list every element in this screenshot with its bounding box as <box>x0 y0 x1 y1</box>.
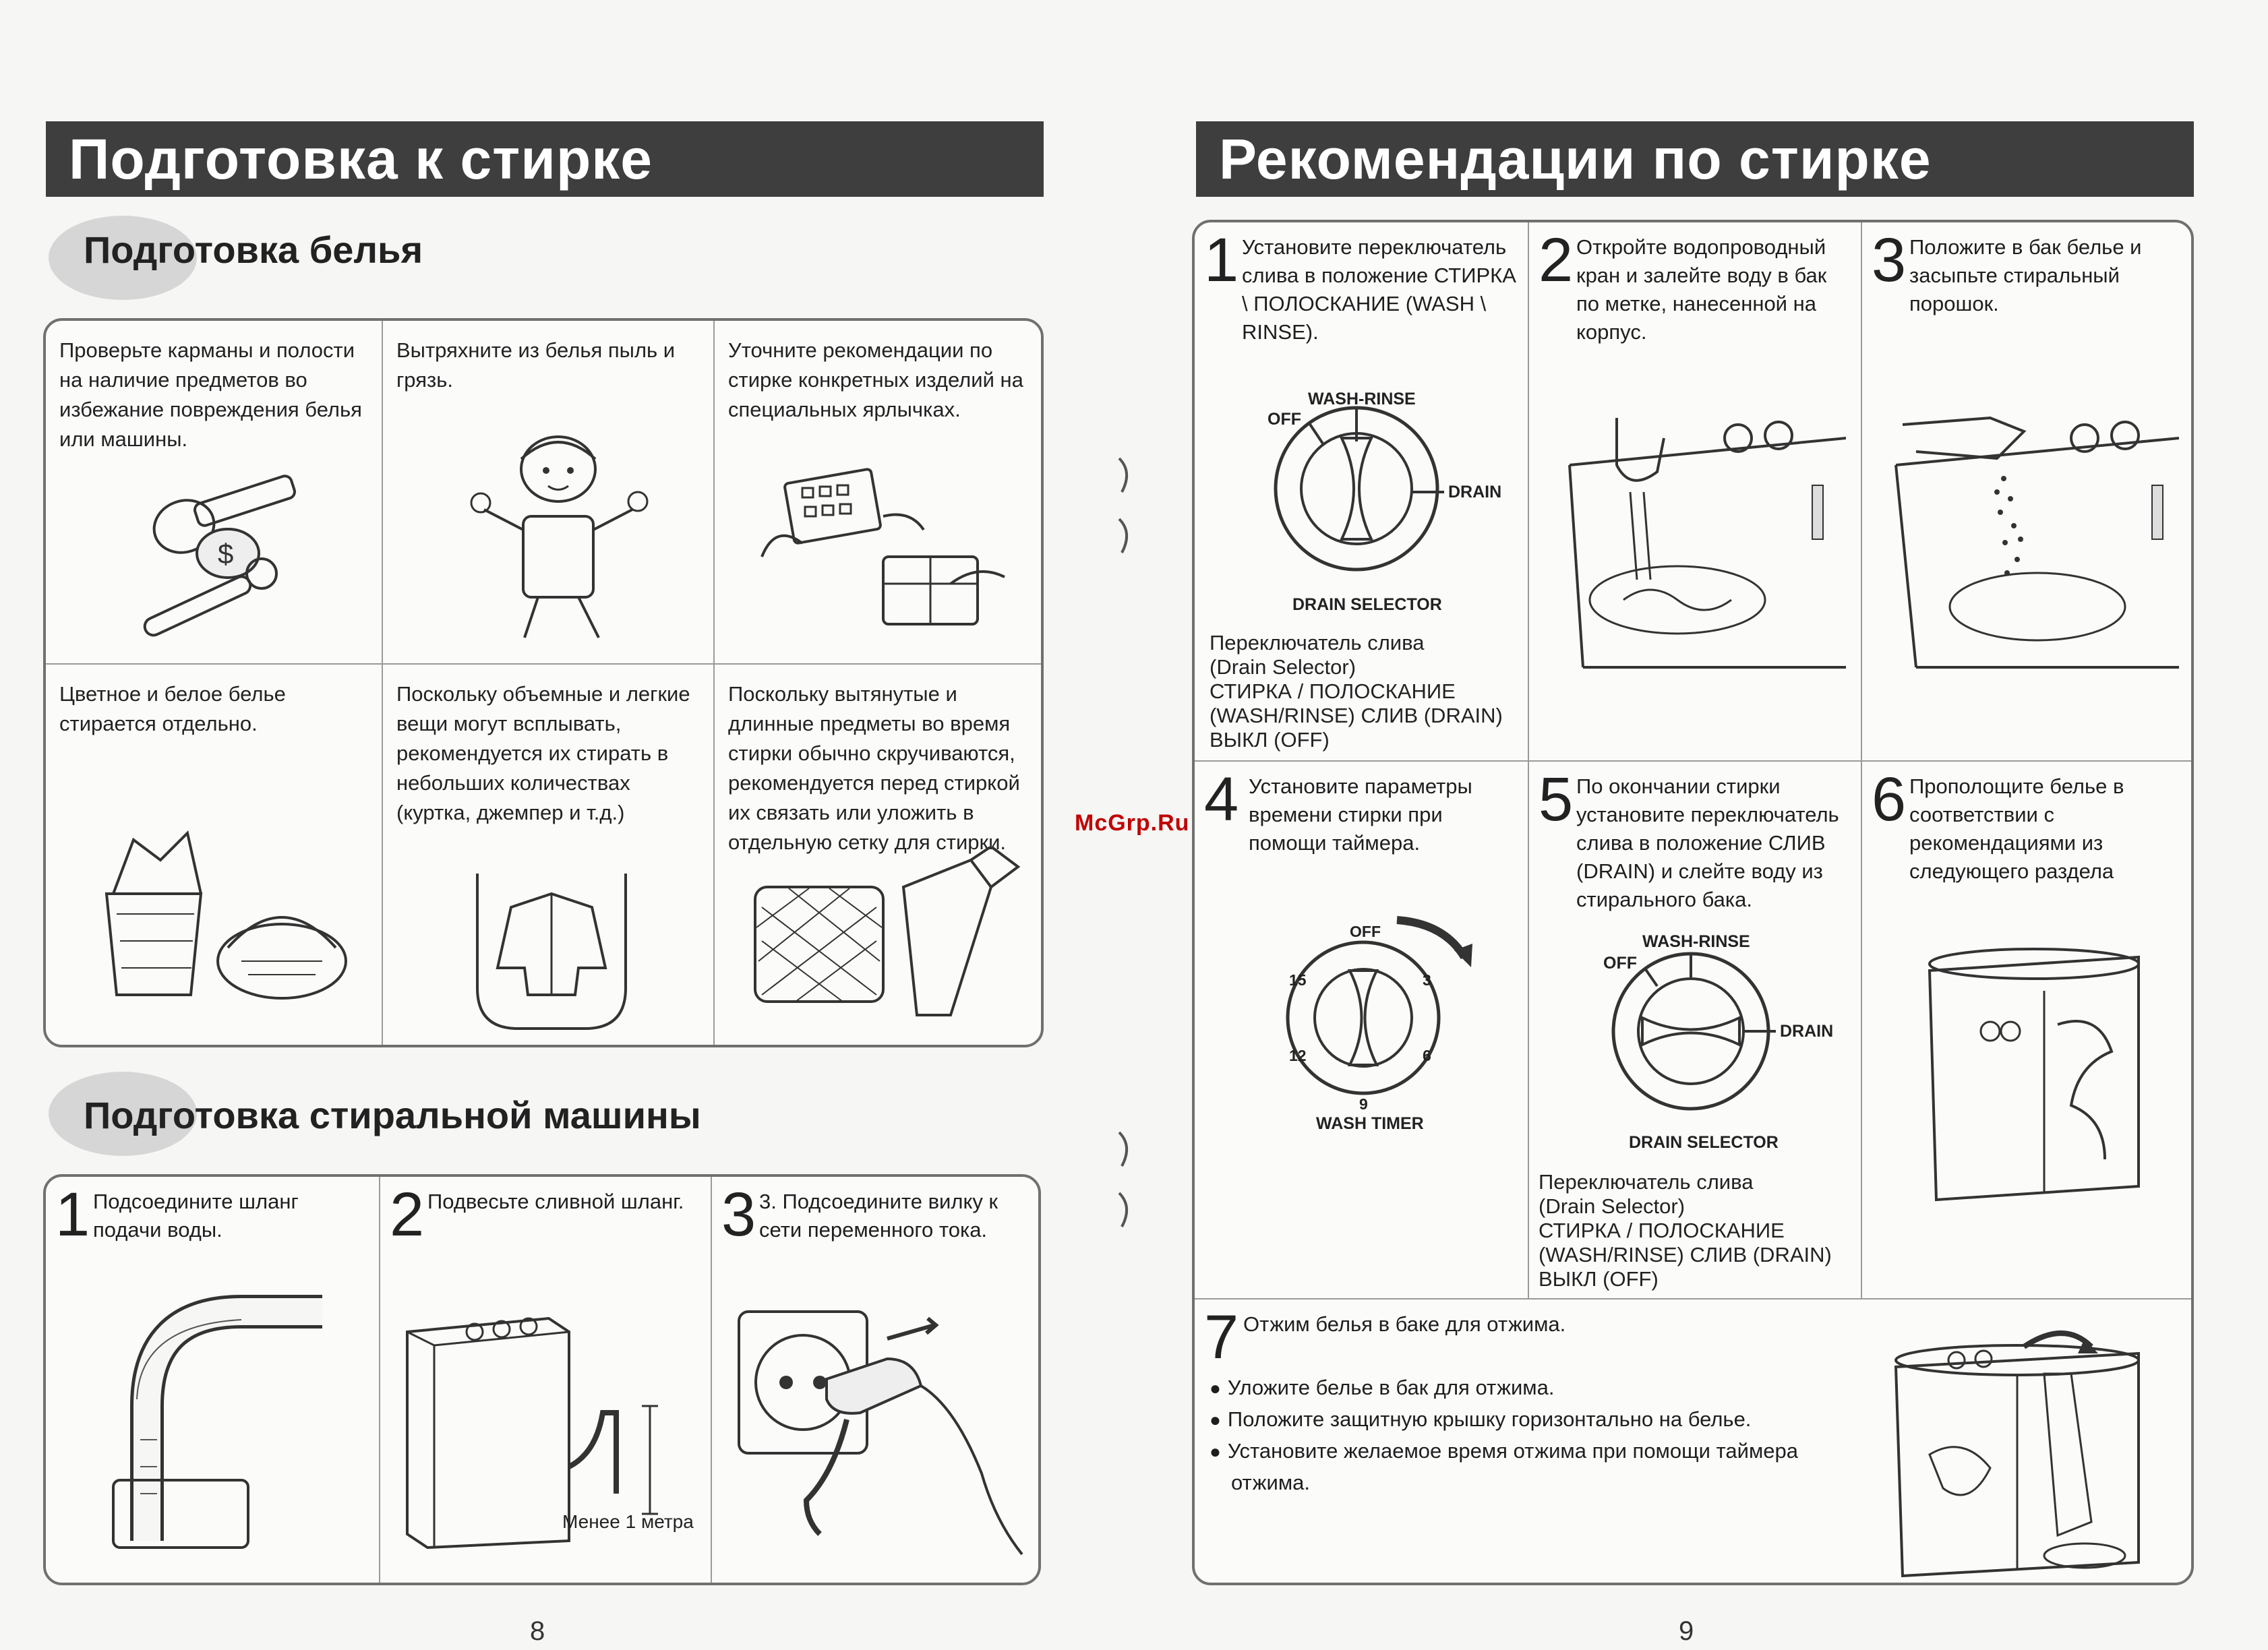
drain-selector-caption <box>1539 1170 1832 1291</box>
step-text: Установите параметры времени стирки при помощи таймера. <box>1249 774 1472 855</box>
step-text: По окончании стирки установите переключатель слива в положение СЛИВ (DRAIN) и слейте воду из стирального бака. <box>1576 774 1839 911</box>
laundry-cell-text: Цветное и белое белье стирается отдельно. <box>59 682 286 735</box>
laundry-cell-text: Поскольку объемные и легкие вещи могут всплывать, рекомендуется их стирать в небольших количествах (куртка, джемпер и т.д.) <box>396 682 690 824</box>
caption-line: (Drain Selector) <box>1210 655 1356 679</box>
step-text: Отжим белья в баке для отжима. <box>1243 1312 1566 1336</box>
dial-label-off: OFF <box>1603 954 1637 973</box>
caption-line: ВЫКЛ (OFF) <box>1210 728 1330 752</box>
step-text: Откройте водопроводный кран и залейте воду в бак по метке, нанесенной на корпус. <box>1576 235 1827 344</box>
dial-name: DRAIN SELECTOR <box>1292 595 1442 614</box>
water-hose-illustration <box>107 1285 329 1554</box>
bullet-text: Уложите белье в бак для отжима. <box>1227 1376 1555 1399</box>
rinse-machine-illustration <box>1923 930 2145 1213</box>
adding-detergent-illustration <box>1889 398 2179 681</box>
washing-steps-panel <box>1192 220 2194 1585</box>
bullet-text: Положите защитную крышку горизонтально на белье. <box>1227 1407 1752 1431</box>
laundry-baskets-illustration <box>80 813 363 1015</box>
step-number: 3 <box>721 1180 756 1249</box>
dial-label-off: OFF <box>1267 410 1301 429</box>
machine-prep-panel <box>43 1174 1041 1585</box>
laundry-prep-panel <box>43 318 1044 1047</box>
dial-label-wash-rinse: WASH-RINSE <box>1642 934 1750 951</box>
right-page <box>1146 0 2268 1650</box>
machine-step-3 <box>712 1177 1041 1585</box>
timer-mark: 9 <box>1359 1095 1368 1113</box>
binding-marks <box>1106 445 1146 1254</box>
dial-label-wash-rinse: WASH-RINSE <box>1308 391 1416 408</box>
wash-step-6 <box>1862 762 2194 1300</box>
timer-mark: 12 <box>1289 1047 1307 1064</box>
drain-selector-dial <box>1556 934 1839 1156</box>
bullet-item <box>1210 1404 1816 1436</box>
bullet-text: Установите желаемое время отжима при помощи таймера отжима. <box>1227 1439 1798 1494</box>
care-label-illustration <box>748 456 1018 644</box>
page-number: 9 <box>1679 1616 1694 1646</box>
step-number: 5 <box>1539 765 1574 834</box>
wash-step-2 <box>1529 222 1862 762</box>
machine-step-2 <box>380 1177 712 1585</box>
spin-bullets <box>1210 1372 1816 1498</box>
timer-mark: 6 <box>1423 1047 1431 1064</box>
shaking-clothes-illustration <box>457 422 659 644</box>
laundry-cell-dust <box>383 321 715 665</box>
machine-step-1 <box>46 1177 380 1585</box>
bullet-item <box>1210 1372 1816 1404</box>
spin-tub-illustration <box>1889 1320 2159 1583</box>
drain-selector-dial <box>1222 391 1505 620</box>
step-number: 7 <box>1204 1303 1239 1372</box>
step-text: Подсоедините шланг подачи воды. <box>93 1190 299 1242</box>
step-number: 6 <box>1872 765 1907 834</box>
key-coin-pin-illustration <box>127 462 349 638</box>
step-number: 1 <box>1204 226 1239 295</box>
timer-mark: 15 <box>1289 971 1307 989</box>
caption-line: СТИРКА / ПОЛОСКАНИЕ <box>1210 679 1456 703</box>
timer-mark: 3 <box>1423 971 1431 989</box>
caption-line: Переключатель слива <box>1210 631 1425 654</box>
step-text: Подвесьте сливной шланг. <box>427 1190 684 1213</box>
wash-step-5 <box>1529 762 1862 1300</box>
step-number: 1 <box>55 1180 90 1249</box>
step-text: Установите переключатель слива в положение СТИРКА \ ПОЛОСКАНИЕ (WASH \ RINSE). <box>1242 235 1516 344</box>
step-number: 2 <box>390 1180 425 1249</box>
step-text: Прополощите белье в соответствии с рекомендациями из следующего раздела <box>1909 774 2124 883</box>
drain-selector-caption <box>1210 631 1503 752</box>
laundry-cell-text: Вытряхните из белья пыль и грязь. <box>396 338 676 392</box>
caption-line: СТИРКА / ПОЛОСКАНИЕ <box>1539 1219 1785 1242</box>
bullet-item <box>1210 1436 1816 1498</box>
wash-timer-dial <box>1222 896 1505 1139</box>
floating-jacket-illustration <box>464 867 639 1035</box>
wash-step-4 <box>1195 762 1529 1300</box>
step-text: Положите в бак белье и засыпьте стиральный порошок. <box>1909 235 2142 315</box>
step-text: 3. Подсоедините вилку к сети переменного тока. <box>759 1190 998 1242</box>
laundry-net-illustration <box>748 847 1032 1022</box>
caption-line: Переключатель слива <box>1539 1170 1754 1194</box>
laundry-cell-colors <box>46 665 383 1047</box>
wash-step-3 <box>1862 222 2194 762</box>
laundry-cell-bulky <box>383 665 715 1047</box>
laundry-cell-labels <box>715 321 1044 665</box>
section-title-machine: Подготовка стиральной машины <box>84 1094 701 1136</box>
bullet-icon: ● <box>1210 1409 1221 1430</box>
timer-label-off: OFF <box>1350 923 1381 940</box>
dial-label-drain: DRAIN <box>1780 1022 1834 1041</box>
svg-text:$: $ <box>218 538 234 570</box>
watermark: McGrp.Ru <box>1075 810 1190 836</box>
dial-name: WASH TIMER <box>1316 1114 1424 1133</box>
step-number: 4 <box>1204 765 1239 834</box>
dial-name: DRAIN SELECTOR <box>1629 1133 1779 1152</box>
bullet-icon: ● <box>1210 1441 1221 1462</box>
caption-line: (WASH/RINSE) СЛИВ (DRAIN) <box>1539 1243 1832 1266</box>
left-page <box>0 0 1119 1650</box>
step-number: 3 <box>1872 226 1907 295</box>
laundry-cell-text: Проверьте карманы и полости на наличие предметов во избежание повреждения белья или машины. <box>59 338 362 451</box>
laundry-cell-text: Поскольку вытянутые и длинные предметы во время стирки обычно скручиваются, рекомендуется перед стиркой их связать или уложить в отдельную сетку для стирки. <box>728 682 1020 854</box>
bullet-icon: ● <box>1210 1378 1221 1399</box>
filling-water-illustration <box>1563 398 1846 681</box>
step-number: 2 <box>1539 226 1574 295</box>
laundry-cell-long-items <box>715 665 1044 1047</box>
wash-step-1 <box>1195 222 1529 762</box>
page-number: 8 <box>530 1616 545 1646</box>
power-plug-illustration <box>725 1298 1029 1568</box>
caption-line: (Drain Selector) <box>1539 1194 1685 1218</box>
caption-line: (WASH/RINSE) СЛИВ (DRAIN) <box>1210 704 1503 727</box>
dial-label-drain: DRAIN <box>1448 483 1502 501</box>
caption-line: ВЫКЛ (OFF) <box>1539 1267 1659 1291</box>
page-title: Рекомендации по стирке <box>1196 121 2194 197</box>
hose-height-caption: Менее 1 метра <box>562 1511 694 1532</box>
laundry-cell-pockets <box>46 321 383 665</box>
wash-step-7 <box>1195 1300 2194 1585</box>
laundry-cell-text: Уточните рекомендации по стирке конкретных изделий на специальных ярлычках. <box>728 338 1023 421</box>
page-title: Подготовка к стирке <box>46 121 1044 197</box>
section-title-laundry: Подготовка белья <box>84 228 423 271</box>
